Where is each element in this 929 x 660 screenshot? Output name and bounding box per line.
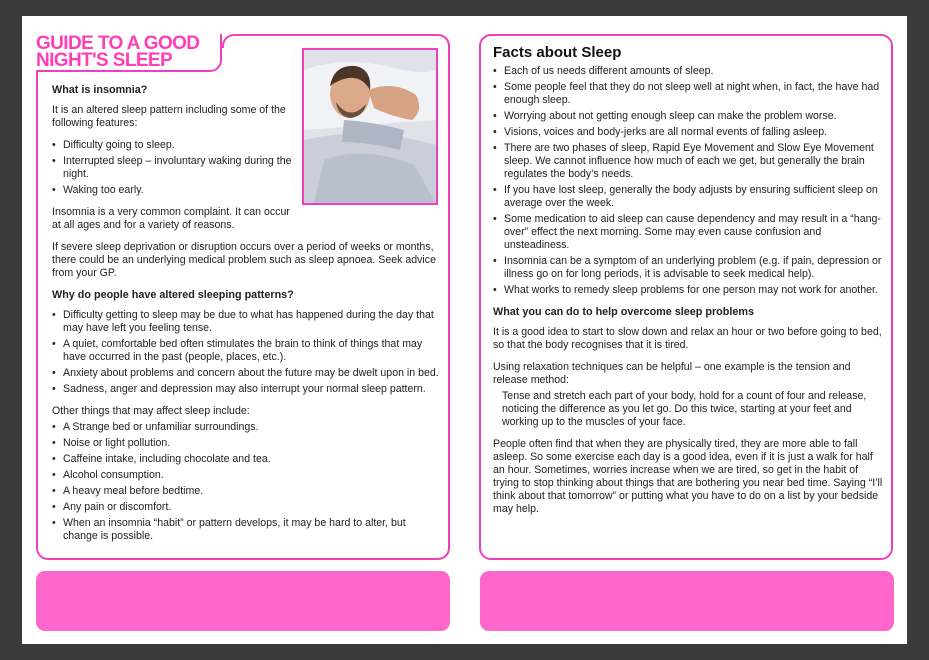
why-list <box>52 309 442 396</box>
list-item: • There are two phases of sleep, Rapid Eye Movement and Slow Eye Movement sleep. We cannot influence how much of each we get, but generally the brain regulates the body’s needs. <box>493 142 885 181</box>
list-item: • Visions, voices and body-jerks are all normal events of falling asleep. <box>493 126 885 139</box>
help-paragraph-2: Using relaxation techniques can be helpful – one example is the tension and release method: <box>493 361 851 386</box>
help-paragraph-4: People often find that when they are physically tired, they are more able to fall asleep. So some exercise each day is a good idea, even if it is just a walk for half an hour. Sometimes, worries increase when we are tired, so get in the habit of trying to stop thinking about things that are bothering you near bed time. Saying “I’ll think about that tomorrow” or putting what you have to do on a list by your bedside may help. <box>493 438 883 515</box>
list-item: • Worrying about not getting enough sleep can make the problem worse. <box>493 110 885 123</box>
title-tab <box>36 34 222 72</box>
insomnia-section <box>52 84 292 232</box>
list-item: • A heavy meal before bedtime. <box>52 485 442 498</box>
title-line-2: NIGHT'S SLEEP <box>36 50 173 71</box>
list-item: • Insomnia can be a symptom of an underlying problem (e.g. if pain, depression or illness go on for long periods, it is advisable to seek medical help). <box>493 255 885 281</box>
title-line-1: GUIDE TO A GOOD <box>36 33 200 54</box>
right-footer-bar <box>480 571 894 631</box>
list-item: • If you have lost sleep, generally the body adjusts by ensuring sufficient sleep on average over the week. <box>493 184 885 210</box>
list-item: • Some people feel that they do not sleep well at night when, in fact, the have had enough sleep. <box>493 81 885 107</box>
list-item: • Anxiety about problems and concern about the future may be dwelt upon in bed. <box>52 367 442 380</box>
list-item: • Difficulty going to sleep. <box>52 139 292 152</box>
list-item: • Alcohol consumption. <box>52 469 442 482</box>
list-item: • Waking too early. <box>52 184 292 197</box>
facts-list <box>493 65 885 297</box>
insomnia-heading: What is insomnia? <box>52 84 148 96</box>
list-item: • Noise or light pollution. <box>52 437 442 450</box>
insomnia-severe: If severe sleep deprivation or disruption occurs over a period of weeks or months, there could be an underlying medical problem such as sleep apnoea. Seek advice from your GP. <box>52 241 436 279</box>
list-item: • Interrupted sleep – involuntary waking during the night. <box>52 155 292 181</box>
other-intro: Other things that may affect sleep include: <box>52 405 250 417</box>
facts-title: Facts about Sleep <box>493 44 622 61</box>
help-heading: What you can do to help overcome sleep problems <box>493 306 754 318</box>
help-paragraph-3: Tense and stretch each part of your body, hold for a count of four and release, noticing the difference as you let go. Do this twice, starting at your feet and working up to the muscles of your face. <box>502 390 867 428</box>
page-title <box>36 35 199 69</box>
list-item: • Some medication to aid sleep can cause dependency and may result in a “hang-over” effect the next morning. Some may even cause confusion and unsteadiness. <box>493 213 885 252</box>
list-item: • Any pain or discomfort. <box>52 501 442 514</box>
right-content <box>493 46 885 525</box>
left-content <box>52 84 442 552</box>
list-item: • When an insomnia “habit” or pattern develops, it may be hard to alter, but change is possible. <box>52 517 442 543</box>
help-paragraph-1: It is a good idea to start to slow down and relax an hour or two before going to bed, so that the body recognises that it is tired. <box>493 326 882 351</box>
list-item: • Each of us needs different amounts of sleep. <box>493 65 885 78</box>
panel-top-border <box>222 34 450 48</box>
list-item: • A Strange bed or unfamiliar surroundings. <box>52 421 442 434</box>
list-item: • What works to remedy sleep problems for one person may not work for another. <box>493 284 885 297</box>
insomnia-intro: It is an altered sleep pattern including some of the following features: <box>52 104 286 129</box>
list-item: • Caffeine intake, including chocolate and tea. <box>52 453 442 466</box>
list-item: • Difficulty getting to sleep may be due to what has happened during the day that may have left you feeling tense. <box>52 309 442 335</box>
insomnia-common: Insomnia is a very common complaint. It can occur at all ages and for a variety of reasons. <box>52 206 290 231</box>
left-footer-bar <box>36 571 450 631</box>
other-list <box>52 421 442 543</box>
list-item: • A quiet, comfortable bed often stimulates the brain to think of things that may have occurred in the past (people, places, etc.). <box>52 338 442 364</box>
document-page <box>22 16 907 644</box>
left-panel <box>36 34 450 560</box>
insomnia-features-list <box>52 139 292 197</box>
right-panel <box>479 34 893 560</box>
why-heading: Why do people have altered sleeping patterns? <box>52 289 294 301</box>
list-item: • Sadness, anger and depression may also interrupt your normal sleep pattern. <box>52 383 442 396</box>
